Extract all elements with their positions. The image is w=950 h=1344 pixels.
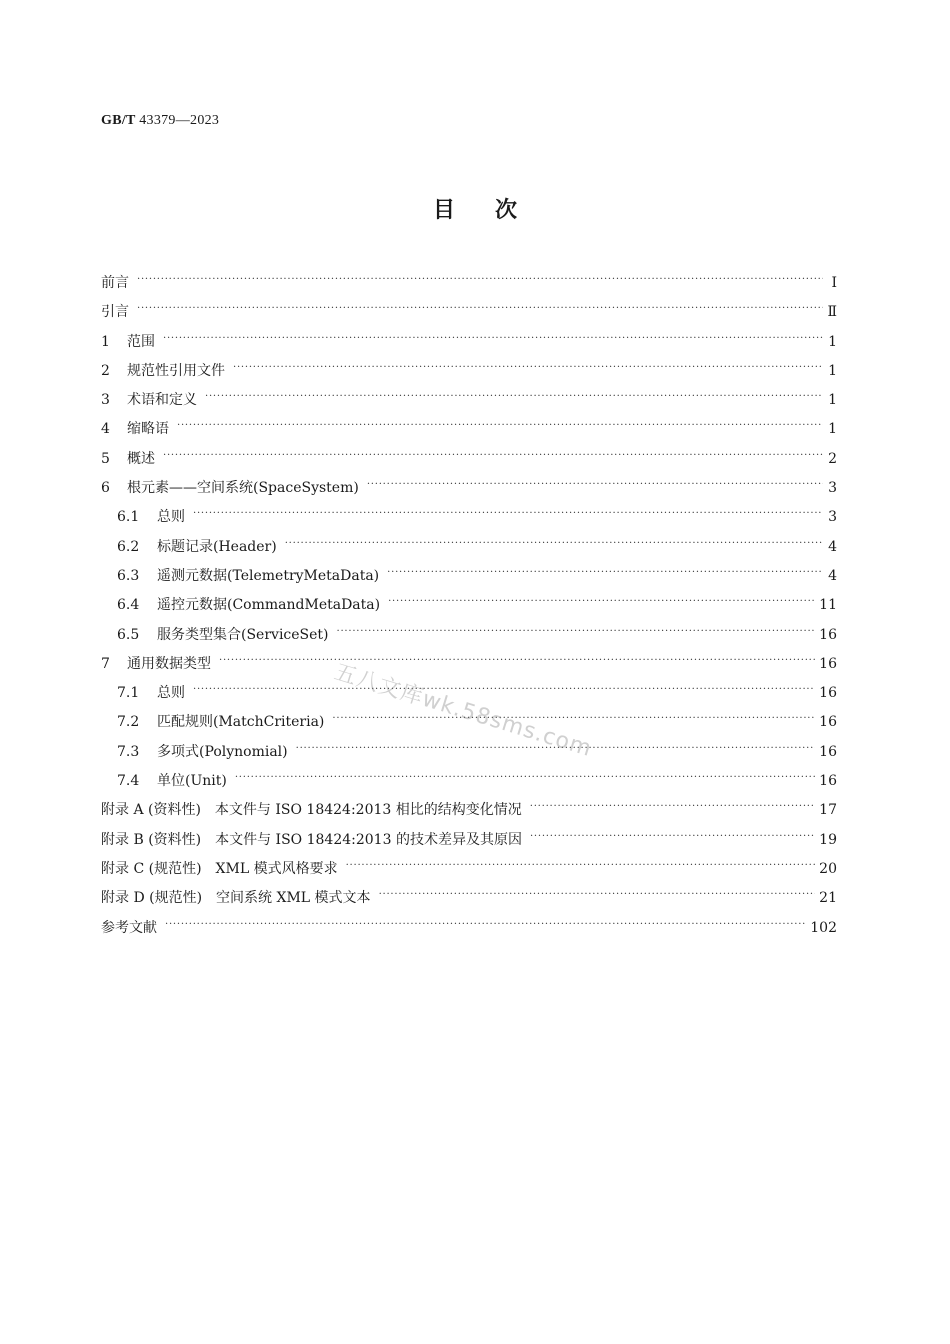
toc-entry-page: 3 [828,509,837,526]
toc-entry-title: 服务类型集合(ServiceSet) [157,626,329,643]
dot-leader [296,743,816,757]
toc-entry[interactable] [101,917,837,946]
toc-entry-number: 6.1 [117,509,140,526]
toc-entry[interactable] [101,331,837,360]
dot-leader [388,596,815,610]
standard-code [101,113,219,129]
toc-entry[interactable] [101,741,837,770]
toc-entry-title: 参考文献 [101,919,157,936]
watermark: 五八文库wk.58sms.com [331,659,595,763]
toc-entry-title: 标题记录(Header) [157,538,277,555]
toc-entry-number: 6.5 [117,626,140,643]
toc-entry-page: Ⅰ [831,275,837,291]
toc-entry-title: 范围 [127,333,155,350]
dot-leader [165,919,806,933]
toc-entry-title: 单位(Unit) [157,773,227,790]
toc-entry-number: 1 [101,333,110,350]
toc-entry-number: 6.2 [117,538,140,555]
toc-entry-page: 102 [810,919,837,936]
dot-leader [332,713,815,727]
toc-entry-page: 11 [819,597,837,614]
dot-leader [367,479,823,493]
toc-entry-number: 6 [101,480,110,497]
toc-entry-title: 匹配规则(MatchCriteria) [157,714,325,731]
toc-entry-number: 3 [101,392,110,409]
toc-entry[interactable] [101,829,837,858]
toc-entry-title: 附录 A (资料性) 本文件与 ISO 18424:2013 相比的结构变化情况 [101,802,522,819]
toc-entry-title: 附录 B (资料性) 本文件与 ISO 18424:2013 的技术差异及其原因 [101,831,522,848]
toc-entry-number: 7.4 [117,773,140,790]
toc-entry-title: 遥测元数据(TelemetryMetaData) [157,567,380,584]
dot-leader [137,274,823,288]
dot-leader [163,333,823,347]
toc-entry-page: 2 [828,450,837,467]
toc-entry-number: 2 [101,362,110,379]
dot-leader [177,420,823,434]
dot-leader [530,831,815,845]
dot-leader [205,391,823,405]
toc-entry[interactable] [101,477,837,506]
toc-entry-page: 1 [828,421,837,438]
dot-leader [219,655,815,669]
toc-entry-title: 术语和定义 [127,392,197,409]
toc-entry-title: 附录 C (规范性) XML 模式风格要求 [101,860,338,877]
toc-entry-page: Ⅱ [827,304,837,321]
toc-entry[interactable] [101,272,837,301]
toc-entry-page: 17 [819,802,837,819]
toc-entry-number: 7.1 [117,685,140,702]
toc-entry-page: 4 [828,567,837,584]
toc-entry[interactable] [101,536,837,565]
toc-entry-number: 4 [101,421,110,438]
toc-entry-title: 根元素——空间系统(SpaceSystem) [127,480,359,497]
toc-entry-number: 7.2 [117,714,140,731]
dot-leader [193,508,823,522]
toc-entry-page: 16 [819,626,837,643]
toc-entry[interactable] [101,770,837,799]
dot-leader [193,684,815,698]
dot-leader [337,626,816,640]
toc-entry-number: 5 [101,450,110,467]
toc-entry[interactable] [101,858,837,887]
toc-entry[interactable] [101,360,837,389]
toc-entry[interactable] [101,565,837,594]
toc-entry-number: 7 [101,655,110,672]
toc-entry-title: 前言 [101,275,129,291]
toc-entry-number: 6.4 [117,597,140,614]
toc-entry-title: 规范性引用文件 [127,362,225,379]
toc-entry[interactable] [101,301,837,330]
toc-entry[interactable] [101,624,837,653]
toc-entry[interactable] [101,887,837,916]
dot-leader [285,538,823,552]
toc-entry-title: 概述 [127,450,155,467]
toc-entry-page: 20 [819,860,837,877]
toc-entry-page: 21 [819,890,837,907]
toc-entry-title: 附录 D (规范性) 空间系统 XML 模式文本 [101,890,371,907]
toc-entry-page: 1 [828,333,837,350]
toc-entry-title: 通用数据类型 [127,655,211,672]
dot-leader [530,801,815,815]
toc-entry[interactable] [101,594,837,623]
toc-entry-page: 3 [828,480,837,497]
page-title: 目次 [432,198,557,223]
toc-entry-page: 16 [819,714,837,731]
toc-entry-title: 总则 [157,685,185,702]
dot-leader [233,362,823,376]
toc-entry[interactable] [101,389,837,418]
dot-leader [163,450,823,464]
toc-entry-page: 16 [819,743,837,760]
dot-leader [137,303,823,317]
toc-entry[interactable] [101,799,837,828]
toc-entry-title: 缩略语 [127,421,169,438]
toc-entry[interactable] [101,506,837,535]
dot-leader [379,889,816,903]
toc-entry-title: 多项式(Polynomial) [157,743,288,760]
toc-entry-page: 1 [828,392,837,409]
toc-entry[interactable] [101,653,837,682]
dot-leader [346,860,816,874]
toc-entry-title: 引言 [101,304,129,321]
toc-entry-number: 6.3 [117,567,140,584]
toc-entry-page: 16 [819,773,837,790]
toc-entry-page: 4 [828,538,837,555]
toc-entry[interactable] [101,711,837,740]
toc-entry-title: 总则 [157,509,185,526]
dot-leader [235,772,815,786]
toc-entry-page: 16 [819,655,837,672]
toc-entry-page: 16 [819,685,837,702]
toc-entry-page: 19 [819,831,837,848]
standard-prefix: GB/T [101,113,136,128]
toc-entry-title: 遥控元数据(CommandMetaData) [157,597,381,614]
toc-entry[interactable] [101,418,837,447]
table-of-contents [101,272,837,946]
toc-entry-page: 1 [828,362,837,379]
toc-entry[interactable] [101,682,837,711]
dot-leader [387,567,823,581]
toc-entry[interactable] [101,448,837,477]
standard-number: 43379—2023 [139,113,220,128]
toc-entry-number: 7.3 [117,743,140,760]
